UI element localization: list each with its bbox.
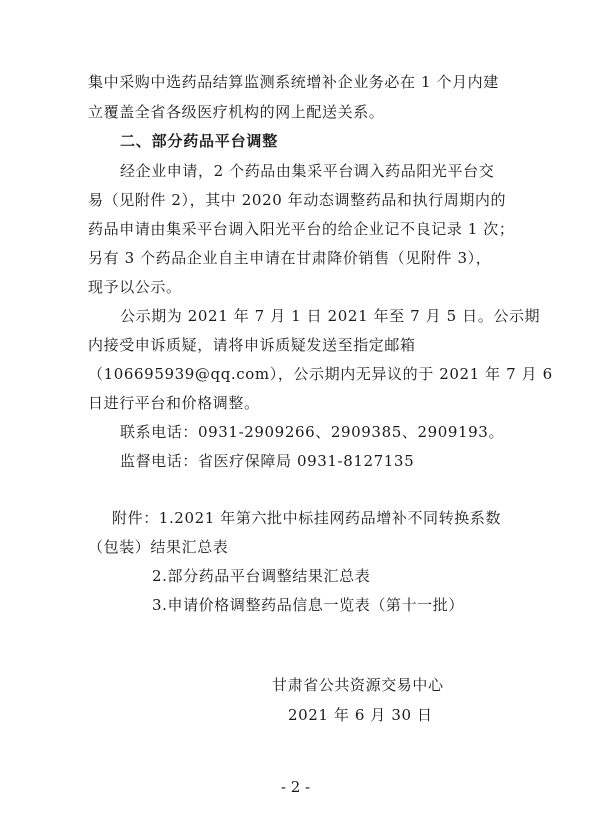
paragraph-line: 立覆盖全省各级医疗机构的网上配送关系。 — [88, 103, 385, 121]
paragraph-line: 日进行平台和价格调整。 — [88, 394, 260, 412]
contact-phone: 联系电话：0931-2909266、2909385、2909193。 — [120, 423, 505, 441]
attachment-item-1: 附件：1.2021 年第六批中标挂网药品增补不同转换系数 — [112, 509, 502, 527]
attachment-item-1-cont: （包装）结果汇总表 — [88, 538, 229, 556]
issue-date: 2021 年 6 月 30 日 — [288, 706, 433, 724]
attachment-item-2: 2.部分药品平台调整结果汇总表 — [152, 567, 371, 585]
paragraph-line: 集中采购中选药品结算监测系统增补企业务必在 1 个月内建 — [88, 73, 499, 91]
attachment-item-3: 3.申请价格调整药品信息一览表（第十一批） — [152, 596, 464, 614]
paragraph-line: 另有 3 个药品企业自主申请在甘肃降价销售（见附件 3）， — [88, 249, 492, 267]
page-number: - 2 - — [280, 778, 311, 796]
paragraph-line: 易（见附件 2），其中 2020 年动态调整药品和执行周期内的 — [88, 191, 507, 209]
section-heading: 二、部分药品平台调整 — [120, 132, 279, 150]
paragraph-line: 内接受申诉质疑，请将申诉质疑发送至指定邮箱 — [88, 336, 416, 354]
paragraph-line: 公示期为 2021 年 7 月 1 日 2021 年至 7 月 5 日。公示期 — [120, 307, 541, 325]
paragraph-line: 药品申请由集采平台调入阳光平台的给企业记不良记录 1 次； — [88, 220, 515, 238]
issuing-organization: 甘肃省公共资源交易中心 — [272, 676, 444, 694]
paragraph-line: （106695939@qq.com），公示期内无异议的于 2021 年 7 月 6 — [88, 365, 553, 383]
paragraph-line: 现予以公示。 — [88, 278, 182, 296]
paragraph-line: 经企业申请，2 个药品由集采平台调入药品阳光平台交 — [120, 162, 495, 180]
supervision-phone: 监督电话：省医疗保障局 0931-8127135 — [120, 452, 415, 470]
